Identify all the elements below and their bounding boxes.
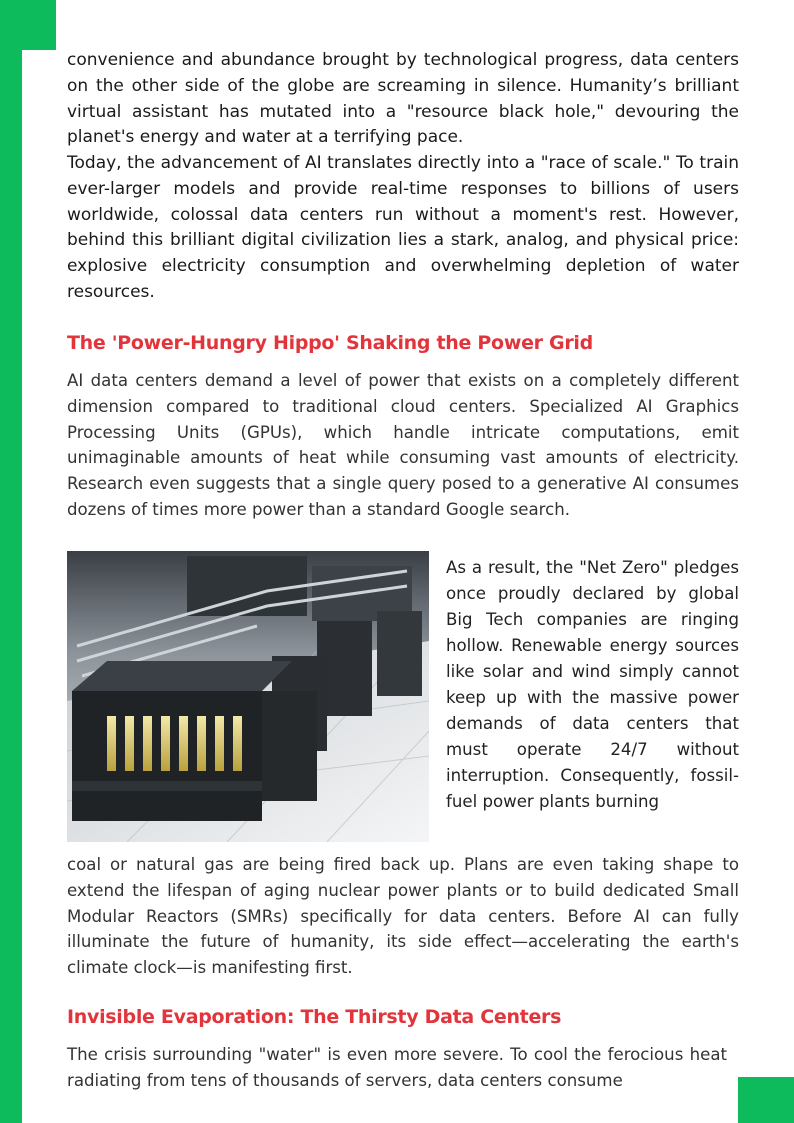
float-paragraph: As a result, the "Net Zero" pledges once proudly declared by global Big Tech companies are ringing hollow. Renewable energy sources like solar and wind simply cannot keep up with the massive power demands of data centers that must operate 24/7 without interruption. Consequently, fossil-fuel power plants burning bbox=[446, 558, 739, 811]
power-paragraph-continued: coal or natural gas are being fired back up. Plans are even taking shape to extend the lifespan of aging nuclear power plants or to build dedicated Small Modular Reactors (SMRs) specifically for data centers. Before AI can fully illuminate the future of humanity, its side effect—accelerating the earth's climate clock—is manifesting first. bbox=[67, 855, 739, 978]
bottom-right-accent-block bbox=[738, 1077, 794, 1123]
water-paragraph: The crisis surrounding "water" is even more severe. To cool the ferocious heat radiating from tens of thousands of servers, data centers consume bbox=[67, 1045, 727, 1090]
section-heading-power: The 'Power-Hungry Hippo' Shaking the Power Grid bbox=[67, 332, 593, 354]
top-accent-block bbox=[0, 0, 56, 50]
section-heading-water: Invisible Evaporation: The Thirsty Data Centers bbox=[67, 1006, 562, 1028]
data-center-photo bbox=[67, 551, 429, 842]
intro-paragraph-2: Today, the advancement of AI translates directly into a "race of scale." To train ever-larger models and provide real-time responses to billions of users worldwide, colossal data centers run without a moment's rest. However, behind this brilliant digital civilization lies a stark, analog, and physical price: explosive electricity consumption and overwhelming depletion of water resources. bbox=[67, 153, 739, 302]
intro-paragraph-continued: convenience and abundance brought by technological progress, data centers on the other side of the globe are screaming in silence. Humanity’s brilliant virtual assistant has mutated into a "resource black hole," devouring the planet's energy and water at a terrifying pace. bbox=[67, 50, 739, 148]
left-accent-bar bbox=[0, 0, 22, 1123]
power-paragraph: AI data centers demand a level of power that exists on a completely different dimension compared to traditional cloud centers. Specialized AI Graphics Processing Units (GPUs), which handle intricate computations, emit unimaginable amounts of heat while consuming vast amounts of electricity. Research even suggests that a single query posed to a generative AI consumes dozens of times more power than a standard Google search. bbox=[67, 371, 739, 519]
